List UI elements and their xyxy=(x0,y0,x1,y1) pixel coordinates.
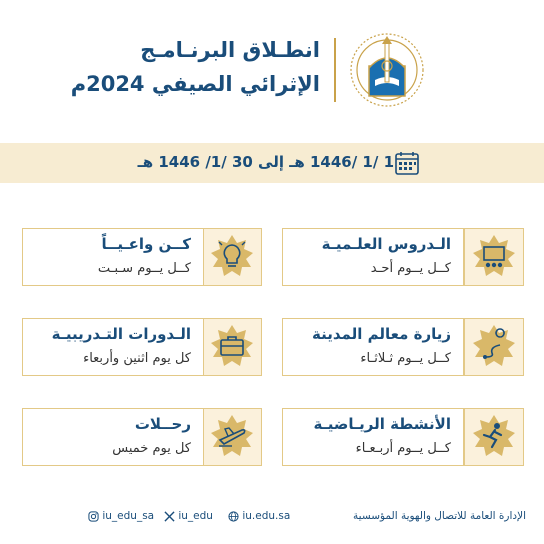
runner-icon xyxy=(470,413,518,461)
activity-icon-box xyxy=(464,318,524,376)
activity-icon-box xyxy=(464,228,524,286)
activity-schedule: كل يوم اثنين وأربعاء xyxy=(83,351,191,366)
title-line-2: الإثرائي الصيفي 2024م xyxy=(70,72,320,96)
activity-title: الـدورات التـدريبيـة xyxy=(51,325,191,343)
activity-card xyxy=(22,228,204,286)
footer-website-link[interactable] xyxy=(228,510,290,522)
activity-title: كــن واعـيــاً xyxy=(101,235,191,253)
activity-schedule: كــل يــوم ثـلاثـاء xyxy=(360,351,451,366)
whiteboard-icon xyxy=(470,233,518,281)
footer-instagram: iu_edu_sa xyxy=(102,510,155,522)
activity-schedule: كــل يــوم أحـد xyxy=(370,261,451,276)
briefcase-icon xyxy=(208,323,256,371)
activity-card xyxy=(22,408,204,466)
footer-instagram-link[interactable] xyxy=(88,510,154,522)
footer-website: iu.edu.sa xyxy=(242,510,291,522)
activity-card xyxy=(282,228,464,286)
instagram-icon xyxy=(88,511,99,522)
lightbulb-icon xyxy=(208,233,256,281)
activity-schedule: كل يوم خميس xyxy=(112,441,191,456)
globe-icon xyxy=(228,511,239,522)
header xyxy=(0,24,544,114)
activity-schedule: كــل يــوم أربـعـاء xyxy=(355,441,451,456)
activity-card xyxy=(282,318,464,376)
footer-org: الإدارة العامة للاتصال والهوية المؤسسية xyxy=(353,510,526,522)
footer-x-handle: iu_edu xyxy=(178,510,213,522)
activity-title: الأنشطة الريـاضيـة xyxy=(313,415,451,433)
title-line-1: انطـلاق البرنـامـج xyxy=(140,38,320,62)
activity-title: الـدروس العلـميـة xyxy=(321,235,451,253)
x-logo-icon xyxy=(164,511,175,522)
activity-icon-box xyxy=(464,408,524,466)
activity-title: زيارة معالم المدينة xyxy=(312,325,451,343)
map-route-icon xyxy=(470,323,518,371)
activity-card xyxy=(22,318,204,376)
date-range: 1 /1 /1446 هـ إلى 30 /1/ 1446 هـ xyxy=(137,153,394,171)
activity-card xyxy=(282,408,464,466)
header-divider xyxy=(334,38,336,102)
airplane-icon xyxy=(208,413,256,461)
calendar-icon xyxy=(394,150,420,176)
activity-icon-box xyxy=(202,318,262,376)
footer xyxy=(0,508,544,528)
footer-x-link[interactable] xyxy=(164,510,213,522)
activity-icon-box xyxy=(202,408,262,466)
activity-title: رحــلات xyxy=(134,415,191,433)
activity-schedule: كــل يــوم سـبـت xyxy=(97,261,191,276)
university-logo xyxy=(345,28,429,112)
activity-icon-box xyxy=(202,228,262,286)
